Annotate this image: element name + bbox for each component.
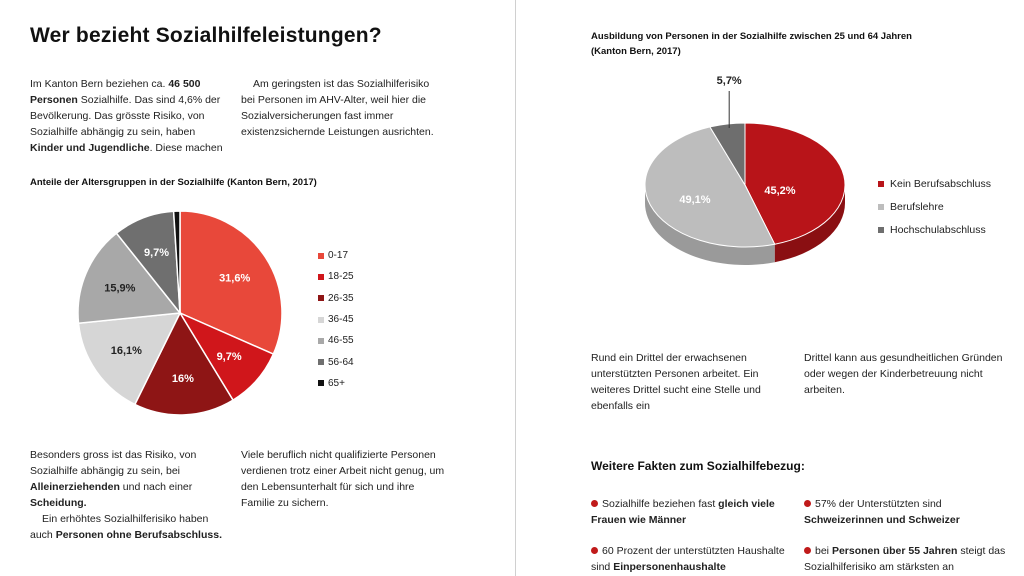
legend-item-26-35 [318, 288, 354, 309]
middle-column-2 [804, 350, 1004, 398]
education-legend [878, 172, 991, 241]
legend-label: Kein Berufsabschluss [890, 177, 991, 190]
legend-label: 36-45 [328, 314, 354, 326]
legend-swatch [318, 338, 324, 344]
legend-item-18-25 [318, 266, 354, 287]
fact-text: 60 Prozent der unterstützten Haushalte sind [591, 545, 785, 573]
data-label-0-17: 31,6% [219, 272, 251, 285]
legend-item-65plus [318, 373, 354, 394]
facts-title: Weitere Fakten zum Sozialhilfebezug: [591, 459, 805, 473]
fact-bold: Personen über 55 Jahren [831, 545, 958, 557]
legend-label: 18-25 [328, 271, 354, 283]
fact-item [591, 543, 786, 575]
legend-item-hochschulabschluss [878, 218, 991, 241]
legend-item-46-55 [318, 330, 354, 351]
intro-column-2 [241, 60, 446, 156]
fact-text: 57% der Unterstützten sind [815, 498, 942, 510]
page-title: Wer bezieht Sozialhilfeleistungen? [30, 24, 382, 47]
data-label-36-45: 16,1% [110, 345, 142, 358]
fact-bold: Einpersonenhaushalte [613, 561, 726, 573]
intro-bold: 46 500 Personen [30, 78, 201, 106]
bottom-paragraph-3: Viele beruflich nicht qualifizierte Personen verdienen trotz einer Arbeit nicht genug, um den Lebensunterhalt für sich und ihre Familie zu sichern. [241, 449, 445, 509]
legend-label: 0-17 [328, 250, 349, 262]
fact-text: bei [815, 545, 832, 557]
bottom-text: und nach einer [119, 481, 193, 493]
legend-label: 26-35 [328, 292, 354, 304]
bottom-column-2 [241, 447, 451, 511]
legend-swatch [318, 295, 324, 301]
bullet-icon [804, 500, 811, 507]
age-pie-chart [60, 205, 300, 435]
legend-item-56-64 [318, 351, 354, 372]
education-pie-chart [630, 70, 870, 285]
legend-swatch [318, 317, 324, 323]
data-label-46-55: 15,9% [104, 282, 136, 295]
fact-bold: gleich viele Frauen wie Männer [591, 498, 775, 526]
legend-label: Hochschulabschluss [890, 223, 986, 236]
legend-label: 46-55 [328, 335, 354, 347]
fact-item [591, 496, 786, 528]
legend-swatch [318, 253, 324, 259]
intro-text: . Diese machen [149, 142, 223, 154]
middle-paragraph-2: Drittel kann aus gesundheitlichen Gründen oder wegen der Kinderbetreuung nicht arbeiten. [804, 352, 1003, 396]
bottom-text: Besonders gross ist das Risiko, von Sozialhilfe abhängig zu sein, bei [30, 449, 197, 477]
legend-label: 56-64 [328, 356, 354, 368]
bottom-bold: Scheidung. [30, 497, 87, 509]
fact-bold: Schweizerinnen und Schweizer [804, 514, 960, 526]
age-chart-title: Anteile der Altersgruppen in der Sozialhilfe (Kanton Bern, 2017) [30, 177, 317, 188]
bottom-bold: Alleinerziehenden [30, 481, 120, 493]
age-legend [318, 245, 354, 394]
bottom-bold: Personen ohne Berufsabschluss. [55, 529, 222, 541]
legend-item-kein-berufsabschluss [878, 172, 991, 195]
bullet-icon [804, 547, 811, 554]
intro-bold: Kinder und Jugendliche [30, 142, 150, 154]
legend-swatch [318, 274, 324, 280]
fact-text: steigt das Sozialhilferisiko am stärksten an [804, 545, 1006, 573]
education-chart-title: Ausbildung von Personen in der Sozialhilfe zwischen 25 und 64 Jahren (Kanton Bern, 2017) [591, 31, 912, 57]
data-label-56-64: 9,7% [144, 247, 170, 260]
data-label-26-35: 16% [171, 373, 194, 386]
data-label-kein-berufsabschluss: 45,2% [764, 185, 796, 197]
intro-paragraph-2: Am geringsten ist das Sozialhilferisiko bei Personen im AHV-Alter, weil hier die Sozialversicherungen fast immer existenzsichernde Leistungen ausrichten. [241, 78, 434, 138]
middle-paragraph-1: Rund ein Drittel der erwachsenen unterstützten Personen arbeitet. Ein weiteres Drittel sucht eine Stelle und ebenfalls ein [591, 352, 761, 412]
data-label-18-25: 9,7% [216, 351, 242, 364]
fact-text: Sozialhilfe beziehen fast [602, 498, 719, 510]
fact-item [804, 543, 1009, 575]
data-label-berufslehre: 49,1% [679, 194, 711, 206]
legend-item-36-45 [318, 309, 354, 330]
data-label-hochschulabschluss: 5,7% [716, 74, 742, 87]
legend-label: 65+ [328, 377, 345, 389]
legend-item-0-17 [318, 245, 354, 266]
legend-swatch [878, 227, 884, 233]
intro-column-1 [30, 76, 228, 156]
legend-swatch [318, 380, 324, 386]
legend-label: Berufslehre [890, 200, 944, 213]
legend-swatch [878, 204, 884, 210]
bullet-icon [591, 500, 598, 507]
fact-item [804, 496, 1004, 528]
bottom-column-1 [30, 447, 225, 543]
legend-swatch [878, 181, 884, 187]
legend-swatch [318, 359, 324, 365]
bullet-icon [591, 547, 598, 554]
intro-text: Sozialhilfe. Das sind 4,6% der Bevölkerung. Das grösste Risiko, von Sozialhilfe abhängig zu sein, haben [30, 94, 221, 138]
middle-column-1 [591, 350, 786, 414]
page-divider [515, 0, 516, 576]
bottom-text: Ein erhöhtes Sozialhilferisiko haben auch [30, 513, 209, 541]
legend-item-berufslehre [878, 195, 991, 218]
intro-text: Im Kanton Bern beziehen ca. [30, 78, 169, 90]
